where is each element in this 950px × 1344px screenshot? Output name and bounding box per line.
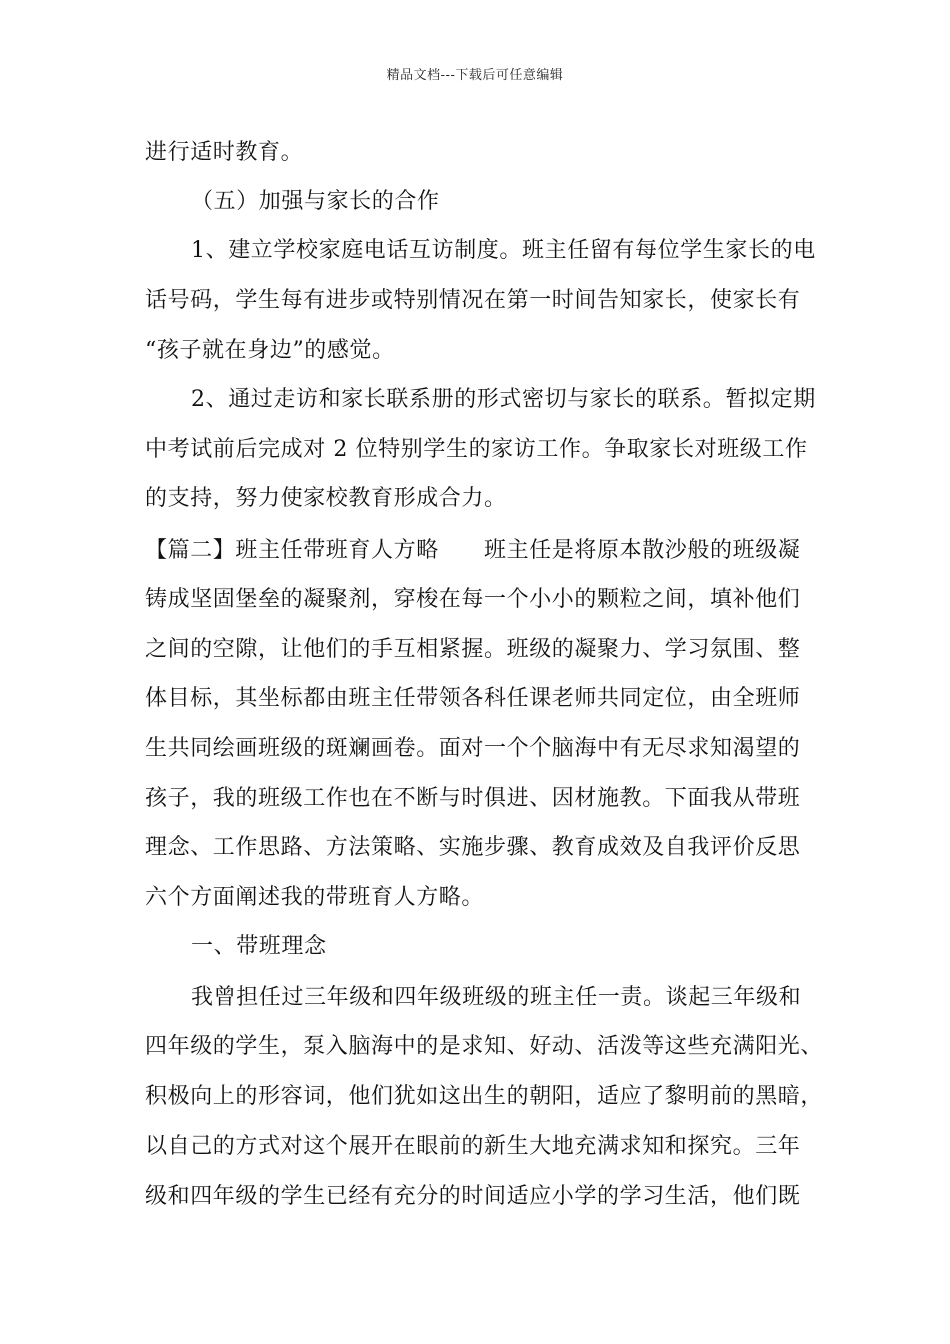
text-line-1: 进行适时教育。 xyxy=(145,140,304,165)
text-line-14: 孩子，我的班级工作也在不断与时俱进、因材施教。下面我从带班 xyxy=(145,786,801,811)
page-header: 精品文档---下载后可任意编辑 xyxy=(386,68,564,83)
text-line-10: 铸成坚固堡垒的凝聚剂，穿梭在每一个小小的颗粒之间，填补他们 xyxy=(145,587,801,612)
text-line-7: 中考试前后完成对 2 位特别学生的家访工作。争取家长对班级工作 xyxy=(145,437,808,462)
text-line-6: 2、通过走访和家长联系册的形式密切与家长的联系。暂拟定期 xyxy=(191,387,816,412)
text-line-5: “孩子就在身边”的感觉。 xyxy=(145,338,395,363)
text-line-13: 生共同绘画班级的斑斓画卷。面对一个个脑海中有无尽求知渴望的 xyxy=(145,736,801,761)
text-line-3: 1、建立学校家庭电话互访制度。班主任留有每位学生家长的电 xyxy=(191,238,816,263)
text-line-22: 级和四年级的学生已经有充分的时间适应小学的学习生活，他们既 xyxy=(145,1184,801,1209)
text-line-15: 理念、工作思路、方法策略、实施步骤、教育成效及自我评价反思 xyxy=(145,835,801,860)
text-line-2: （五）加强与家长的合作 xyxy=(191,189,440,214)
text-line-4: 话号码，学生每有进步或特别情况在第一时间告知家长，使家长有 xyxy=(145,288,801,313)
text-line-21: 以自己的方式对这个展开在眼前的新生大地充满求知和探究。三年 xyxy=(145,1134,801,1159)
text-line-17: 一、带班理念 xyxy=(191,934,327,959)
text-line-9: 【篇二】班主任带班育人方略 班主任是将原本散沙般的班级凝 xyxy=(145,538,801,563)
text-line-18: 我曾担任过三年级和四年级班级的班主任一责。谈起三年级和 xyxy=(191,985,802,1010)
text-line-20: 积极向上的形容词，他们犹如这出生的朝阳，适应了黎明前的黑暗， xyxy=(145,1084,824,1109)
text-line-8: 的支持，努力使家校教育形成合力。 xyxy=(145,486,507,511)
text-line-11: 之间的空隙，让他们的手互相紧握。班级的凝聚力、学习氛围、整 xyxy=(145,637,801,662)
text-line-19: 四年级的学生，泵入脑海中的是求知、好动、活泼等这些充满阳光、 xyxy=(145,1034,824,1059)
text-line-12: 体目标，其坐标都由班主任带领各科任课老师共同定位，由全班师 xyxy=(145,686,801,711)
text-line-16: 六个方面阐述我的带班育人方略。 xyxy=(145,885,485,910)
